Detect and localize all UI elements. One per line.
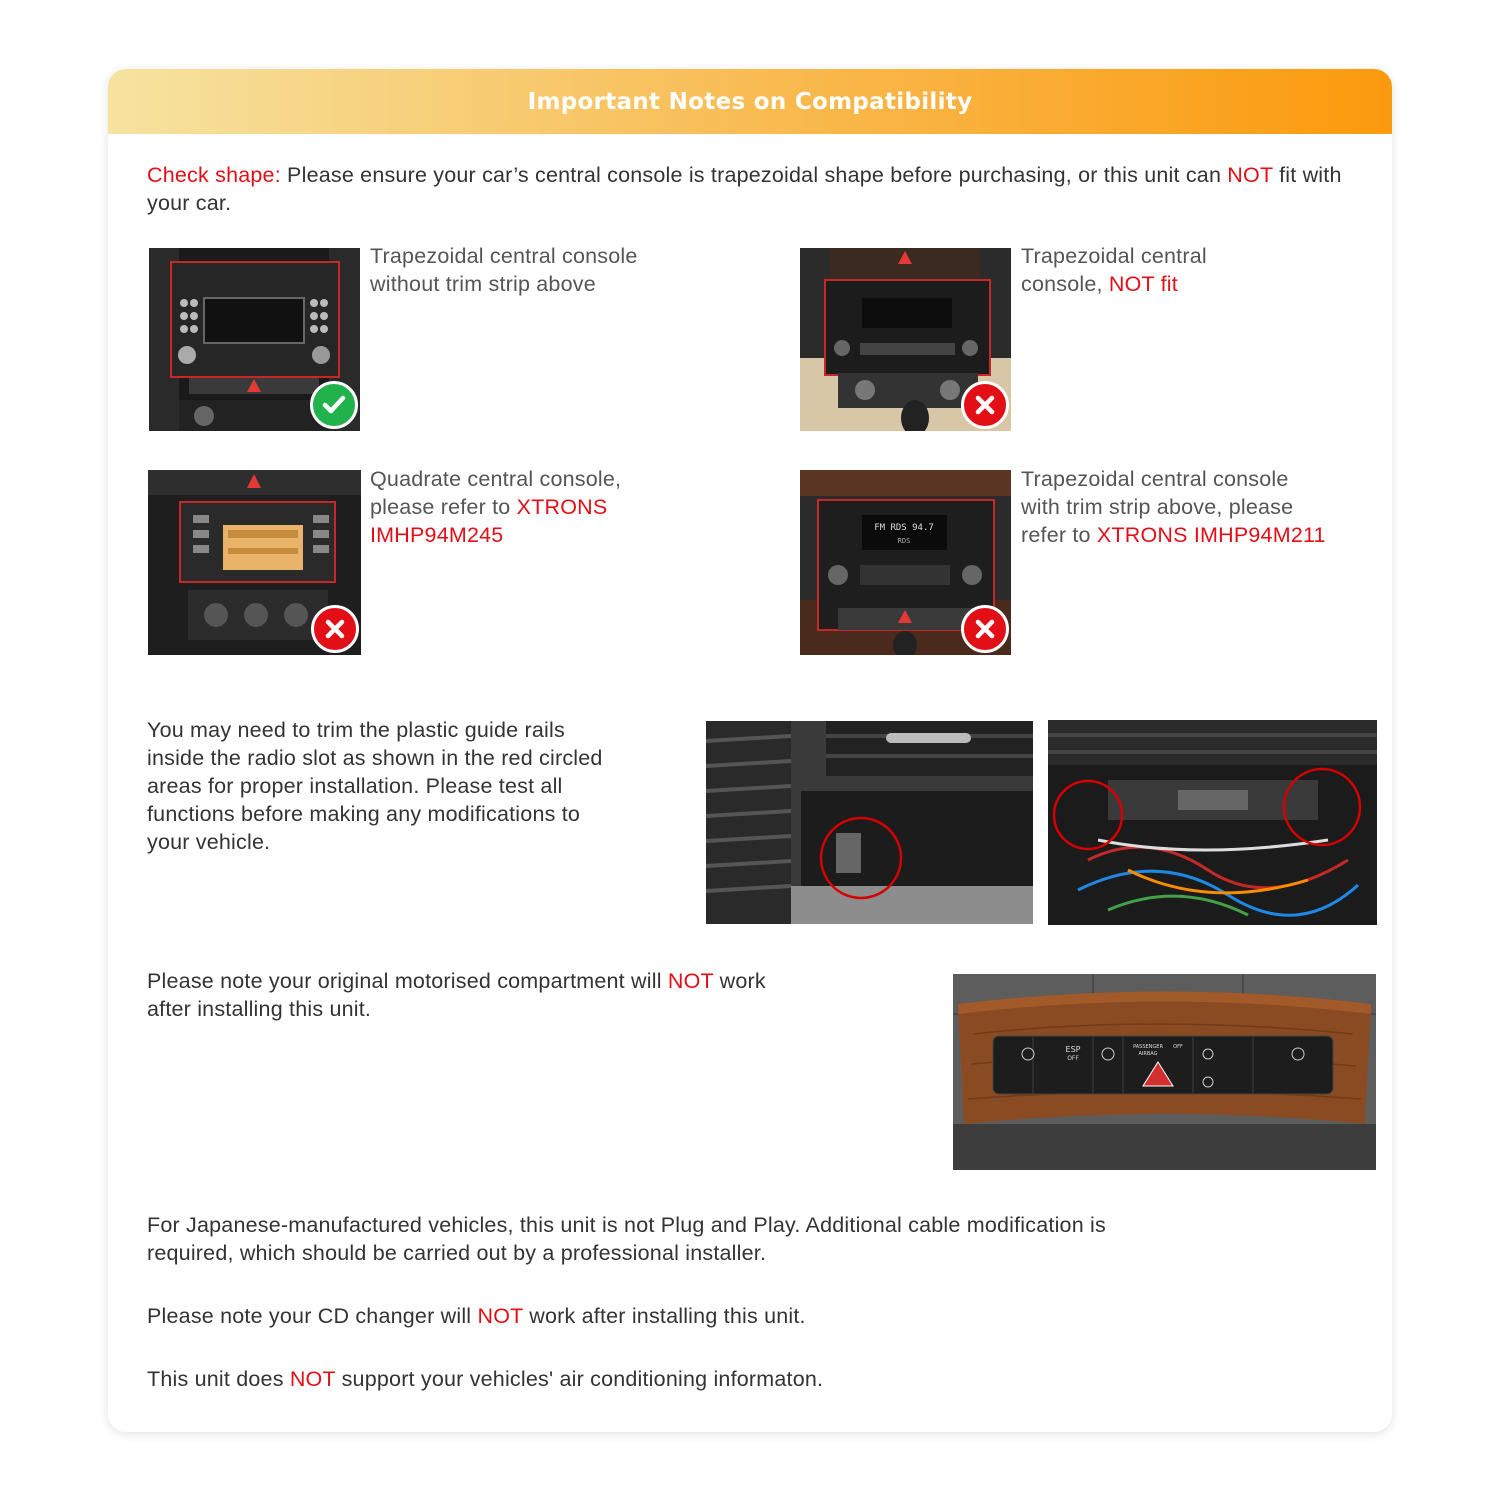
not-highlight: NOT — [667, 969, 714, 993]
caption-line: without trim strip above — [370, 272, 596, 296]
note-text: support your vehicles' air conditioning informaton. — [335, 1367, 824, 1391]
note-line: after installing this unit. — [147, 997, 372, 1021]
console-caption-3 — [370, 465, 770, 549]
not-highlight: NOT — [289, 1367, 336, 1391]
note-line: areas for proper installation. Please test all — [147, 774, 563, 798]
check-shape-label: Check shape: — [147, 163, 281, 187]
caption-line: Trapezoidal central console — [1021, 467, 1289, 491]
radio-slot-photo-right — [1048, 720, 1377, 925]
note-line: For Japanese-manufactured vehicles, this unit is not Plug and Play. Additional cable modification is — [147, 1213, 1106, 1237]
note-text: Please note your CD changer will — [147, 1304, 478, 1328]
esp-label: ESP — [1065, 1045, 1081, 1054]
note-line: inside the radio slot as shown in the red circled — [147, 746, 603, 770]
card-header — [108, 69, 1392, 134]
compartment-note — [147, 967, 907, 1023]
note-text: work after installing this unit. — [523, 1304, 806, 1328]
caption-text: console, — [1021, 272, 1109, 296]
radio-display-text: FM RDS 94.7 — [874, 523, 934, 533]
check-icon — [310, 381, 358, 429]
cross-icon — [961, 605, 1009, 653]
caption-line: Trapezoidal central console — [370, 244, 638, 268]
note-line: functions before making any modifications to — [147, 802, 581, 826]
note-line: You may need to trim the plastic guide rails — [147, 718, 565, 742]
product-link[interactable]: IMHP94M245 — [370, 523, 504, 547]
radio-slot-photo-left — [706, 721, 1033, 924]
esp-off-label: OFF — [1067, 1055, 1079, 1062]
cross-icon — [311, 605, 359, 653]
passenger-label: PASSENGER — [1133, 1044, 1163, 1050]
check-shape-note — [147, 161, 1347, 217]
japanese-vehicles-note — [147, 1211, 1347, 1267]
check-shape-text-end: fit with your car. — [147, 163, 1342, 215]
note-line: your vehicle. — [147, 830, 271, 854]
console-caption-2 — [1021, 242, 1361, 298]
console-caption-1 — [370, 242, 770, 298]
caption-line: Trapezoidal central — [1021, 244, 1207, 268]
cross-icon — [961, 381, 1009, 429]
note-line — [147, 967, 907, 995]
air-conditioning-note — [147, 1365, 1347, 1393]
trim-rails-note — [147, 716, 697, 856]
airbag-label: AIRBAG — [1138, 1051, 1158, 1057]
product-link[interactable]: XTRONS — [516, 495, 608, 519]
compartment-panel-photo — [953, 974, 1376, 1170]
not-highlight: NOT — [1227, 163, 1273, 187]
cd-changer-note — [147, 1302, 1347, 1330]
not-fit-highlight: NOT fit — [1108, 272, 1178, 296]
caption-line: with trim strip above, please — [1021, 495, 1294, 519]
note-text: This unit does — [147, 1367, 290, 1391]
caption-line — [1021, 270, 1361, 298]
check-shape-text: Please ensure your car’s central console is trapezoidal shape before purchasing, or this unit can — [280, 163, 1228, 187]
not-highlight: NOT — [477, 1304, 524, 1328]
caption-text: please refer to — [370, 495, 517, 519]
off-label: OFF — [1173, 1044, 1183, 1050]
caption-line — [370, 493, 770, 521]
page-title: Important Notes on Compatibility — [527, 88, 973, 115]
caption-line: Quadrate central console, — [370, 467, 622, 491]
note-line: required, which should be carried out by a professional installer. — [147, 1241, 767, 1265]
caption-line — [1021, 521, 1381, 549]
note-text: Please note your original motorised compartment will — [147, 969, 668, 993]
note-text: work — [713, 969, 766, 993]
console-caption-4 — [1021, 465, 1381, 549]
radio-display-sub: RDS — [897, 537, 911, 545]
caption-text: refer to — [1021, 523, 1097, 547]
product-link[interactable]: XTRONS IMHP94M211 — [1096, 523, 1326, 547]
